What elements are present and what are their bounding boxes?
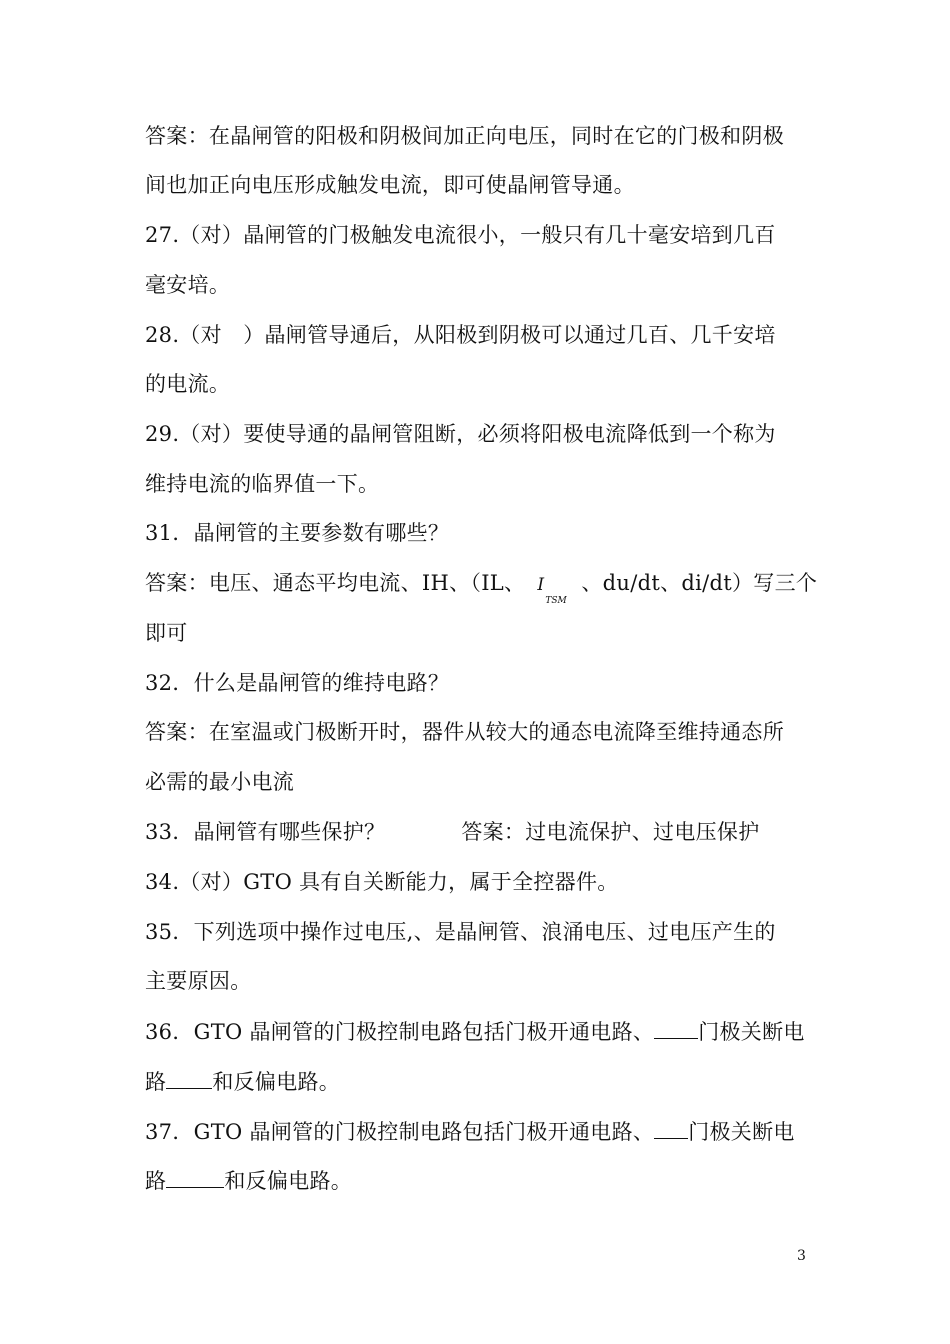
answer-26-line-1: 答案：在晶闸管的阳极和阴极间加正向电压，同时在它的门极和阴极 xyxy=(145,124,784,148)
fill-in-blank xyxy=(166,1066,212,1089)
item-37-line-2 xyxy=(145,1165,352,1196)
item-36-line-2 xyxy=(145,1066,340,1097)
item-28-line-2: 的电流。 xyxy=(145,372,231,396)
item-37-text-start: 37．GTO 晶闸管的门极控制电路包括门极开通电路、 xyxy=(145,1120,655,1144)
item-37-text-end: 门极关断电 xyxy=(688,1120,795,1144)
fill-in-blank xyxy=(166,1165,224,1188)
answer-32-line-1: 答案：在室温或门极断开时，器件从较大的通态电流降至维持通态所 xyxy=(145,720,784,744)
itsm-symbol: I xyxy=(537,575,545,595)
question-33 xyxy=(145,817,760,847)
item-27-line-1: 27.（对）晶闸管的门极触发电流很小，一般只有几十毫安培到几百 xyxy=(145,223,776,247)
item-37-line-2-start: 路 xyxy=(145,1169,167,1193)
answer-31-text-end: 、du/dt、di/dt）写三个 xyxy=(581,571,818,595)
itsm-formula xyxy=(525,568,581,606)
answer-31-line-1 xyxy=(145,568,818,606)
itsm-subscript: TSM xyxy=(545,596,567,606)
item-37-line-1 xyxy=(145,1116,795,1147)
item-36-line-1 xyxy=(145,1016,805,1047)
item-36-line-2-start: 路 xyxy=(145,1070,167,1094)
item-35-line-2: 主要原因。 xyxy=(145,969,252,993)
question-32: 32．什么是晶闸管的维持电路？ xyxy=(145,671,450,695)
answer-32-line-2: 必需的最小电流 xyxy=(145,770,295,794)
item-35-line-1: 35．下列选项中操作过电压,、是晶闸管、浪涌电压、过电压产生的 xyxy=(145,920,776,944)
question-31: 31．晶闸管的主要参数有哪些？ xyxy=(145,521,450,545)
item-27-line-2: 毫安培。 xyxy=(145,273,231,297)
item-36-text-end: 门极关断电 xyxy=(698,1020,805,1044)
item-36-line-2-end: 和反偏电路。 xyxy=(212,1070,341,1094)
item-36-text-start: 36．GTO 晶闸管的门极控制电路包括门极开通电路、 xyxy=(145,1020,655,1044)
question-33-text: 33．晶闸管有哪些保护？ xyxy=(145,820,386,844)
answer-26-line-2: 间也加正向电压形成触发电流，即可使晶闸管导通。 xyxy=(145,173,635,197)
page-number: 3 xyxy=(797,1248,806,1264)
item-29-line-1: 29.（对）要使导通的晶闸管阻断，必须将阳极电流降低到一个称为 xyxy=(145,422,776,446)
answer-31-text-start: 答案：电压、通态平均电流、IH、（IL、 xyxy=(145,571,526,595)
item-37-line-2-end: 和反偏电路。 xyxy=(224,1169,353,1193)
item-28-line-1: 28.（对 ）晶闸管导通后，从阳极到阴极可以通过几百、几千安培 xyxy=(145,323,776,347)
answer-33-text: 答案：过电流保护、过电压保护 xyxy=(461,820,760,844)
item-29-line-2: 维持电流的临界值一下。 xyxy=(145,472,380,496)
answer-31-line-2: 即可 xyxy=(145,621,188,645)
fill-in-blank xyxy=(654,1016,698,1039)
item-34: 34.（对）GTO 具有自关断能力，属于全控器件。 xyxy=(145,870,619,894)
fill-in-blank xyxy=(654,1116,688,1139)
